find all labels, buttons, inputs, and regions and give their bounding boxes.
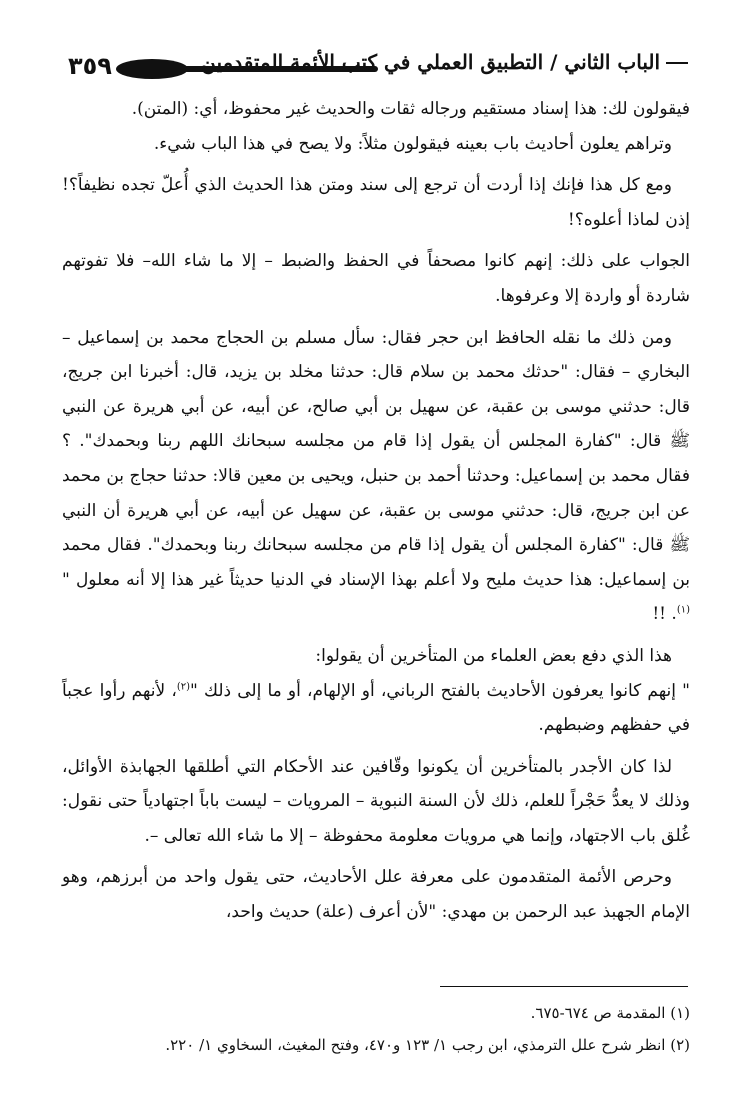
paragraph: هذا الذي دفع بعض العلماء من المتأخرين أن يقولوا: [315,645,672,666]
paragraph: فيقولون لك: هذا إسناد مستقيم ورجاله ثقات والحديث غير محفوظ، أي: (المتن). [131,99,690,119]
footnote-2: (٢) انظر شرح علل الترمذي، ابن رجب ١/ ١٢٣ و٤٧٠، وفتح المغيث، السخاوي ١/ ٢٢٠. [165,1036,690,1054]
quote-text: ومن ذلك ما نقله الحافظ ابن حجر فقال: سأل مسلم بن الحجاج محمد بن إسماعيل – البخاري – فقال: "حدثك محمد بن سلام قال: حدثنا مخلد بن يزيد، قال: أخبرنا ابن جريج، قال: حدثني موسى بن عقبة، عن سهيل بن أبي صالح، عن أبيه، عن أبي هريرة عن النبي ﷺ قال: "كفارة المجلس أن يقول إذا قام من مجلسه سبحانك اللهم ربنا وبحمدك". ؟ فقال محمد بن إسماعيل: وحدثنا أحمد بن حنبل، ويحيى بن معين قالا: حدثنا حجاج بن محمد عن ابن جريج، قال: حدثني موسى بن عقبة، عن سهيل عن أبيه، عن أبي هريرة أن النبي ﷺ قال: "كفارة المجلس أن يقول إذا قام من مجلسه سبحانك ربنا وبحمدك". فقال محمد بن إسماعيل: هذا حديث مليح ولا أعلم بهذا الإسناد في الدنيا حديثاً غير هذا إلا أنه معلول " [62,327,690,590]
footnote-ref-1[interactable]: (١) [676,604,690,616]
footnote-1: (١) المقدمة ص ٦٧٤-٦٧٥. [530,1004,690,1022]
quote-tail: . !! [652,604,677,625]
page-header [40,48,688,88]
quote-text: " إنهم كانوا يعرفون الأحاديث بالفتح الرباني، أو الإلهام، أو ما إلى ذلك " [190,680,690,701]
paragraph: ومع كل هذا فإنك إذا أردت أن ترجع إلى سند ومتن هذا الحديث الذي أُعلّ تجده نظيفاً؟! إذن لماذا أعلوه؟! [62,175,690,230]
footnotes [62,997,690,1061]
paragraph: وحرص الأئمة المتقدمون على معرفة علل الأحاديث، حتى يقول واحد من أبرزهم، وهو الإمام الجهبذ عبد الرحمن بن مهدي: "لأن أعرف (علة) حديث واحد، [62,867,690,923]
page-number: ٣٥٩ [68,52,112,80]
paragraph [62,674,690,743]
paragraph: لذا كان الأجدر بالمتأخرين أن يكونوا وقّافين عند الأحكام التي أطلقها الجهابذة الأوائل، وذلك لا يعدُّ حَجْراً للعلم، ذلك لأن السنة النبوية – المرويات – ليست باباً اجتهادياً حتى نقول: غُلق باب الاجتهاد، وإنما هي مرويات معلومة محفوظة – إلا ما شاء الله تعالى –. [62,756,690,846]
quote-tail: ، لأنهم رأوا عجباً في حفظهم وضبطهم. [62,680,690,736]
main-text [62,92,690,930]
footnote-ref-2[interactable]: (٢) [176,680,191,692]
paragraph: وتراهم يعلون أحاديث باب بعينه فيقولون مثلاً: ولا يصح في هذا الباب شيء. [153,133,672,154]
footnote-separator [440,986,688,987]
paragraph: الجواب على ذلك: إنهم كانوا مصحفاً في الحفظ والضبط – إلا ما شاء الله– فلا تفوتهم شاردة أو واردة إلا وعرفوها. [62,251,690,306]
chapter-title: الباب الثاني / التطبيق العملي في كتب الأئمة المتقدمين [201,50,660,74]
header-dash [666,62,688,64]
paragraph [62,321,690,632]
